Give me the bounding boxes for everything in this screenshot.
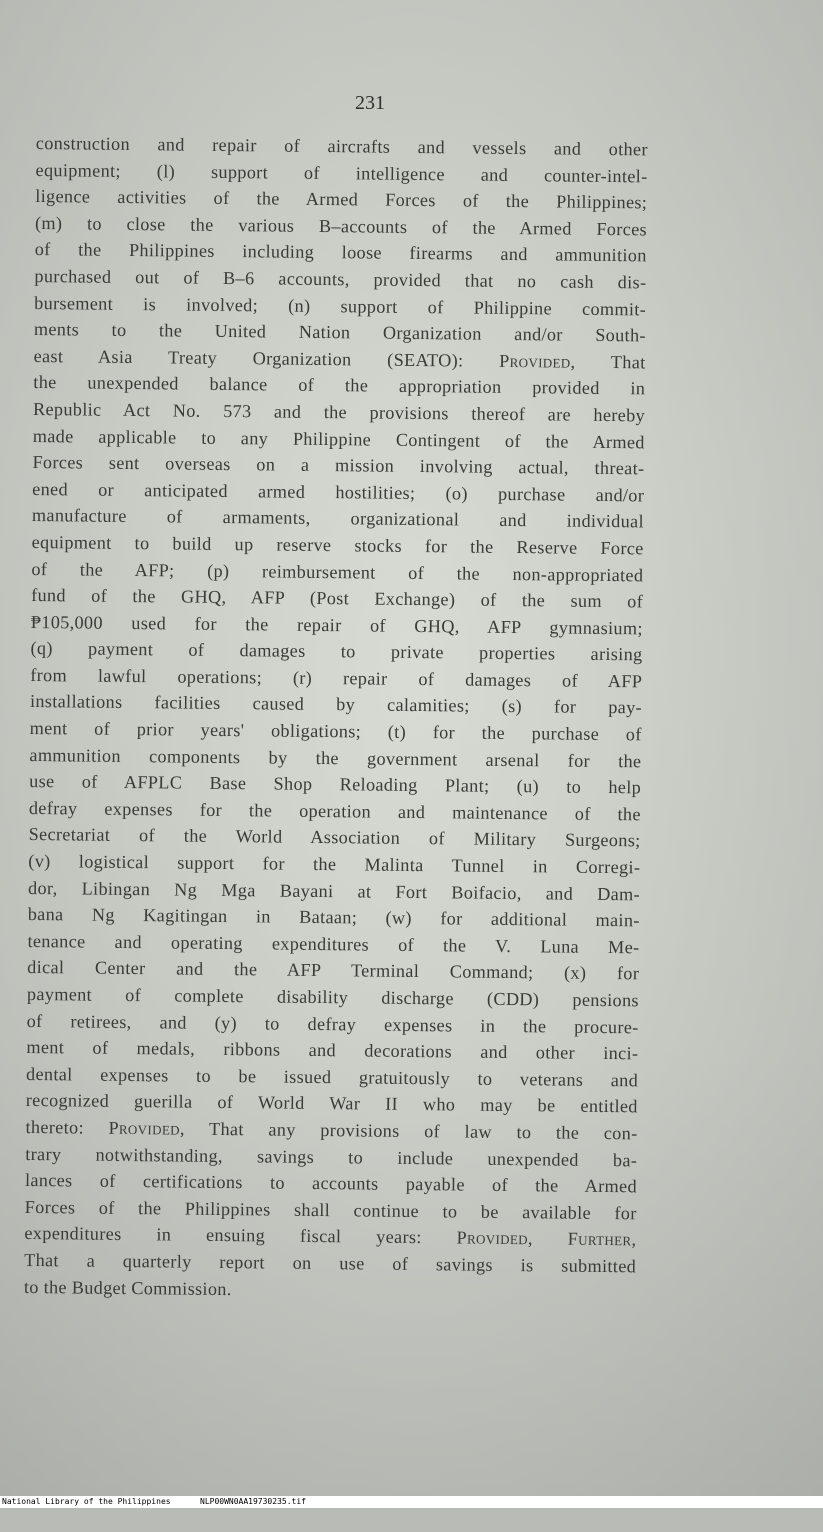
text-line: lances of certifications to accounts payable of the Armed (24, 1170, 638, 1197)
text-line: to the Budget Commission. (23, 1276, 232, 1299)
text-line: Forces of the Philippines shall continue to be available for (24, 1196, 637, 1224)
text-line: equipment; (l) support of intelligence and counter-intel- (35, 159, 648, 186)
text-line: Secretariat of the World Association of Military Surgeons; (28, 824, 641, 851)
text-line: ₱105,000 used for the repair of GHQ, AFP gymnasium; (30, 611, 643, 639)
text-line: Republic Act No. 573 and the provisions thereof are hereby (32, 398, 646, 426)
page-number: 231 (355, 92, 385, 114)
text-line: ments to the United Nation Organization and/or South- (33, 319, 646, 346)
footer-file-id: NLP00WN0AA19730235.tif (200, 1497, 306, 1506)
text-line: bana Ng Kagitingan in Bataan; (w) for additional main- (27, 904, 640, 931)
text-line: ammunition components by the government arsenal for the (29, 744, 642, 772)
text-line: construction and repair of aircrafts and vessels and other (35, 132, 648, 160)
text-line: recognized guerilla of World War II who may be entitled (25, 1090, 638, 1117)
text-line: fund of the GHQ, AFP (Post Exchange) of the sum of (31, 585, 644, 612)
text-line: dental expenses to be issued gratuitously to veterans and (26, 1063, 639, 1091)
text-line: the unexpended balance of the appropriation provided in (33, 372, 646, 399)
scan-footer (0, 1496, 823, 1508)
text-line: ment of medals, ribbons and decorations and other inci- (26, 1037, 639, 1064)
text-line: trary notwithstanding, savings to include unexpended ba- (25, 1143, 638, 1170)
footer-library-name: National Library of the Philippines (2, 1497, 171, 1506)
text-line: expenditures in ensuing fiscal years: Provided, Further, (24, 1223, 637, 1250)
text-line: That a quarterly report on use of savings is submitted (24, 1249, 637, 1277)
text-line: of the Philippines including loose firearms and ammunition (34, 239, 647, 266)
text-line: manufacture of armaments, organizational and individual (31, 505, 645, 532)
text-line: (v) logistical support for the Malinta Tunnel in Corregi- (28, 850, 641, 878)
text-line: (q) payment of damages to private properties arising (30, 638, 643, 665)
text-line: ligence activities of the Armed Forces of the Philippines; (35, 186, 648, 213)
text-line: installations facilities caused by calamities; (s) for pay- (29, 691, 643, 718)
body-text (24, 130, 648, 1306)
text-line: Forces sent overseas on a mission involving actual, threat- (32, 452, 645, 479)
text-line: made applicable to any Philippine Contingent of the Armed (32, 425, 645, 452)
text-line: ment of prior years' obligations; (t) for the purchase of (29, 718, 642, 745)
text-line: east Asia Treaty Organization (SEATO): Provided, That (33, 345, 646, 373)
text-line: defray expenses for the operation and maintenance of the (28, 797, 641, 825)
text-line: use of AFPLC Base Shop Reloading Plant; (u) to help (29, 771, 642, 798)
text-line: equipment to build up reserve stocks for the Reserve Force (31, 531, 644, 559)
text-line: of retirees, and (y) to defray expenses in the procure- (26, 1010, 639, 1037)
text-line: thereto: Provided, That any provisions of law to the con- (25, 1116, 638, 1144)
text-line: purchased out of B–6 accounts, provided that no cash dis- (34, 265, 647, 293)
text-line: bursement is involved; (n) support of Philippine commit- (34, 292, 647, 319)
text-line: from lawful operations; (r) repair of damages of AFP (30, 664, 643, 692)
text-line: payment of complete disability discharge (CDD) pensions (26, 983, 640, 1011)
text-line: (m) to close the various B–accounts of the Armed Forces (34, 212, 648, 240)
text-line: dical Center and the AFP Terminal Command; (x) for (27, 957, 640, 984)
text-line: tenance and operating expenditures of the V. Luna Me- (27, 930, 640, 958)
text-line: dor, Libingan Ng Mga Bayani at Fort Boifacio, and Dam- (27, 877, 641, 904)
text-line: of the AFP; (p) reimbursement of the non-appropriated (31, 558, 644, 585)
text-line: ened or anticipated armed hostilities; (o) purchase and/or (32, 478, 645, 506)
